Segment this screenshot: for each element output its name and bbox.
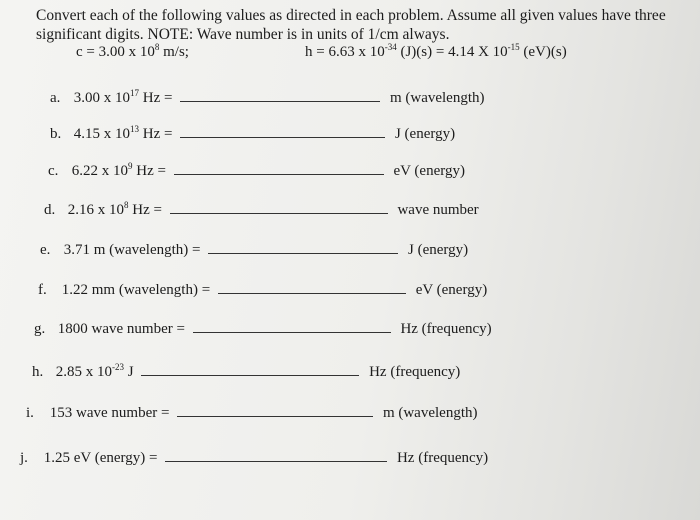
problem-target-unit: J (energy) — [394, 126, 456, 142]
h-suffix: (eV)(s) — [519, 44, 567, 60]
problem-j — [20, 450, 488, 472]
problem-letter: c. — [48, 163, 59, 179]
problem-given: 4.15 x $10^{13}$ Hz = — [73, 124, 173, 142]
problem-letter: g. — [34, 321, 46, 337]
problem-letter: b. — [50, 126, 62, 142]
problem-given: 1.25 eV (energy) = — [43, 450, 158, 466]
problem-h — [32, 364, 460, 386]
problem-letter: a. — [50, 90, 61, 106]
h-prefix: h = 6.63 x 10 — [305, 44, 385, 60]
answer-blank[interactable] — [165, 460, 387, 462]
h-exponent-1: -34 — [384, 42, 397, 52]
problem-b — [50, 126, 455, 148]
problem-given: 1800 wave number = — [57, 321, 185, 337]
problem-given: 2.85 x $10^{-23}$ J — [55, 362, 134, 380]
instructions-text: Convert each of the following values as directed in each problem. Assume all given values have three significant digits. NOTE: Wave number is in units of 1/cm always. — [36, 7, 666, 43]
problem-target-unit: m (wavelength) — [382, 405, 478, 421]
c-prefix: c = 3.00 x 10 — [76, 44, 155, 60]
problem-letter: f. — [38, 282, 47, 298]
c-exponent: 8 — [154, 42, 160, 52]
problem-target-unit: J (energy) — [408, 242, 469, 258]
problem-target-unit: eV (energy) — [415, 282, 488, 298]
problem-f — [38, 282, 487, 304]
problem-target-unit: eV (energy) — [393, 163, 465, 179]
answer-blank[interactable] — [141, 374, 359, 376]
problem-target-unit: m (wavelength) — [389, 90, 485, 106]
answer-blank[interactable] — [170, 212, 388, 214]
answer-blank[interactable] — [180, 136, 385, 138]
answer-blank[interactable] — [208, 252, 398, 254]
problem-letter: j. — [20, 450, 28, 466]
answer-blank[interactable] — [180, 100, 380, 102]
planck-constant — [305, 44, 567, 61]
problem-c — [48, 163, 465, 185]
answer-blank[interactable] — [193, 331, 391, 333]
answer-blank[interactable] — [177, 415, 373, 417]
speed-of-light-constant — [76, 44, 189, 61]
problem-letter: h. — [32, 364, 44, 380]
problem-letter: d. — [44, 202, 56, 218]
problem-given: 2.16 x $10^8$ Hz = — [67, 200, 162, 218]
answer-blank[interactable] — [174, 173, 384, 175]
problem-target-unit: Hz (frequency) — [396, 450, 489, 466]
problem-given: 1.22 mm (wavelength) = — [61, 282, 211, 298]
problem-target-unit: wave number — [397, 202, 479, 218]
answer-blank[interactable] — [218, 292, 406, 294]
problem-e — [40, 242, 468, 264]
problem-letter: e. — [40, 242, 51, 258]
c-suffix: m/s; — [159, 44, 189, 60]
problem-target-unit: Hz (frequency) — [400, 321, 492, 337]
problem-given: 3.71 m (wavelength) = — [63, 242, 201, 258]
problem-target-unit: Hz (frequency) — [369, 364, 461, 380]
h-exponent-2: -15 — [507, 42, 520, 52]
problem-given: 6.22 x $10^9$ Hz = — [71, 161, 166, 179]
problem-g — [34, 321, 492, 343]
problem-a — [50, 90, 485, 112]
problem-letter: i. — [26, 405, 34, 421]
problem-given: 153 wave number = — [49, 405, 170, 421]
problem-d — [44, 202, 479, 224]
problem-i — [26, 405, 478, 427]
h-middle: (J)(s) = 4.14 X 10 — [396, 44, 508, 60]
problem-given: 3.00 x $10^{17}$ Hz = — [73, 88, 173, 106]
